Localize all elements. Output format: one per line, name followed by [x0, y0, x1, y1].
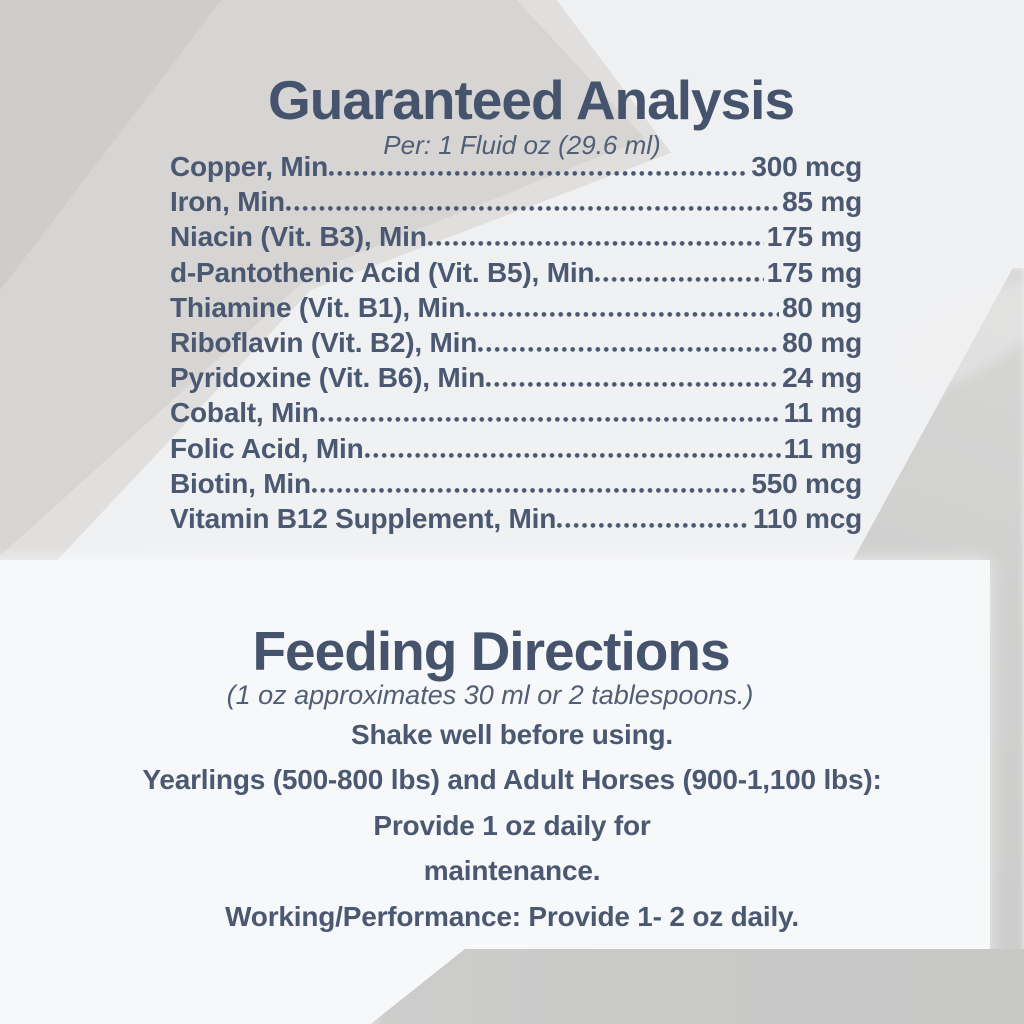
nutrient-amount: 300 mcg — [751, 151, 862, 182]
nutrient-amount: 80 mg — [782, 326, 862, 358]
dot-leader — [466, 312, 779, 317]
feeding-directions-title: Feeding Directions — [252, 619, 730, 682]
nutrient-name: Folic Acid, Min — [170, 432, 364, 464]
analysis-row — [170, 221, 862, 256]
dot-leader — [478, 347, 779, 352]
instruction-line: Provide 1 oz daily for — [373, 809, 651, 841]
nutrient-name: Niacin (Vit. B3), Min — [170, 221, 427, 253]
nutrient-amount: 550 mcg — [751, 467, 862, 499]
nutrient-amount: 24 mg — [782, 362, 862, 394]
analysis-row — [170, 327, 862, 362]
analysis-row — [170, 292, 862, 327]
nutrient-name: Cobalt, Min — [170, 397, 319, 429]
dot-leader — [595, 277, 763, 282]
nutrient-amount: 80 mg — [782, 291, 862, 323]
dot-leader — [557, 523, 750, 528]
nutrient-name: Biotin, Min — [170, 467, 311, 499]
nutrient-name: Copper, Min — [170, 151, 329, 182]
analysis-row — [170, 257, 862, 292]
nutrient-amount: 175 mg — [766, 256, 862, 288]
measurement-note: (1 oz approximates 30 ml or 2 tablespoons.) — [226, 680, 754, 710]
analysis-row — [170, 151, 862, 186]
dot-leader — [320, 417, 781, 422]
dot-leader — [365, 453, 781, 458]
dot-leader — [286, 206, 779, 211]
nutrient-amount: 85 mg — [782, 186, 862, 218]
analysis-table — [170, 151, 862, 538]
nutrient-name: Thiamine (Vit. B1), Min — [170, 291, 466, 323]
analysis-row — [170, 362, 862, 397]
guaranteed-analysis-title: Guaranteed Analysis — [267, 68, 795, 131]
nutrient-name: Pyridoxine (Vit. B6), Min — [170, 362, 485, 394]
instruction-line: Yearlings (500-800 lbs) and Adult Horses (900-1,100 lbs): — [142, 764, 882, 796]
instruction-line: Shake well before using. — [351, 719, 673, 750]
serving-size-note: Per: 1 Fluid oz (29.6 ml) — [383, 130, 661, 160]
dot-leader — [312, 488, 748, 493]
dot-leader — [329, 171, 748, 176]
nutrient-amount: 11 mg — [783, 397, 862, 429]
nutrient-name: Vitamin B12 Supplement, Min — [170, 502, 557, 534]
analysis-row — [170, 503, 862, 538]
dot-leader — [428, 241, 764, 246]
nutrient-amount: 110 mcg — [752, 502, 862, 534]
analysis-row — [170, 433, 862, 468]
analysis-row — [170, 397, 862, 432]
nutrient-name: Riboflavin (Vit. B2), Min — [170, 326, 478, 358]
dot-leader — [486, 382, 779, 387]
instruction-line: Working/Performance: Provide 1- 2 oz daily. — [225, 900, 799, 932]
analysis-row — [170, 186, 862, 221]
analysis-row — [170, 468, 862, 503]
nutrient-name: Iron, Min — [170, 186, 285, 218]
instruction-line: maintenance. — [423, 855, 601, 887]
feeding-instructions — [0, 712, 1024, 939]
nutrient-name: d-Pantothenic Acid (Vit. B5), Min — [170, 256, 595, 288]
nutrient-amount: 175 mg — [766, 221, 862, 253]
nutrient-amount: 11 mg — [783, 432, 862, 464]
